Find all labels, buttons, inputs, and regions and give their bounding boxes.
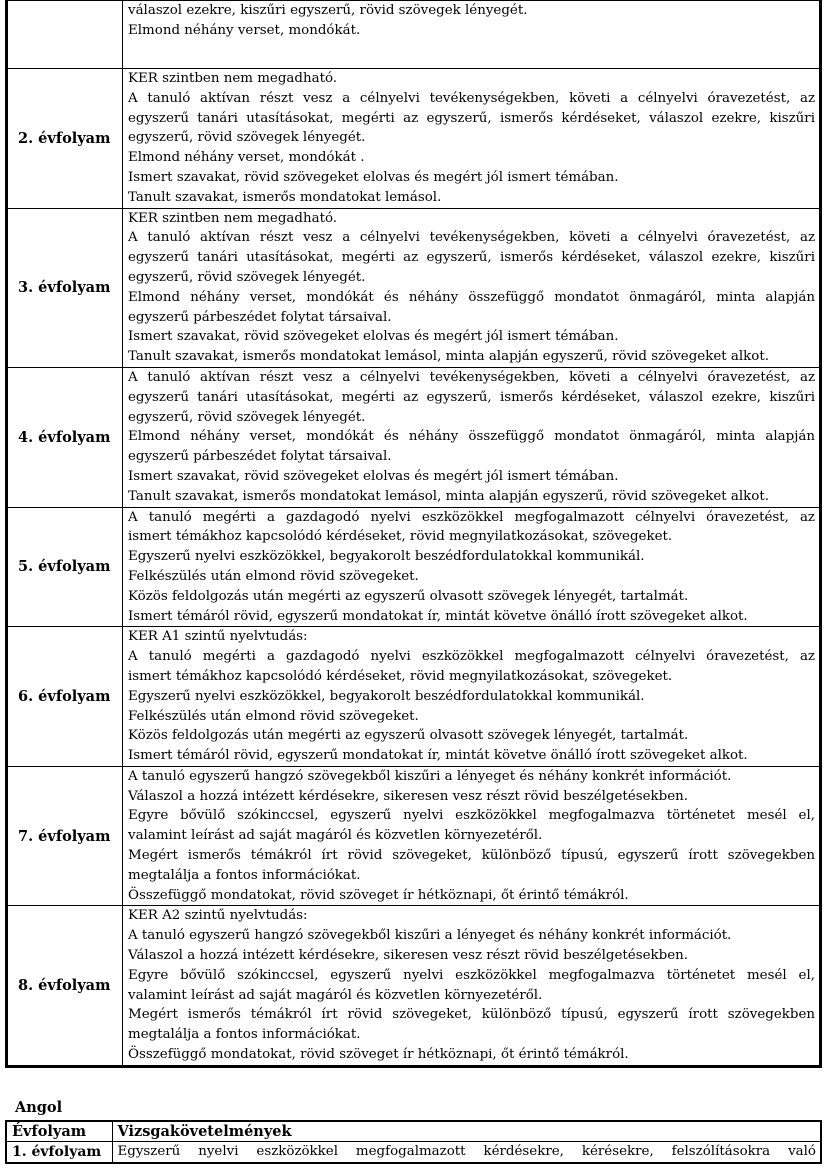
requirement-line: Összefüggő mondatokat, rövid szöveget ír hétköznapi, őt érintő témákról. (128, 1047, 629, 1063)
requirement-line: Ismert szavakat, rövid szövegeket elolvas és megért jól ismert témában. (128, 169, 619, 185)
year-cell: 8. évfolyam (7, 906, 123, 1066)
year-cell: 6. évfolyam (7, 627, 123, 767)
requirement-line: Egyszerű nyelvi eszközökkel megfogalmazott kérdésekre, kérésekre, felszólításokra való (117, 1144, 816, 1159)
table-row (7, 69, 821, 209)
requirement-line: A tanuló aktívan részt vesz a célnyelvi tevékenységekben, követi a célnyelvi óravezetést, az (128, 230, 815, 246)
requirement-line: Elmond néhány verset, mondókát. (128, 22, 361, 38)
requirement-line: Ismert szavakat, rövid szövegeket elolvas és megért jól ismert témában. (128, 468, 619, 484)
table-row (7, 906, 821, 1066)
requirement-line: Tanult szavakat, ismerős mondatokat lemásol. (128, 189, 442, 205)
requirement-line: KER A2 szintű nyelvtudás: (128, 908, 308, 924)
requirement-line: Megért ismerős témákról írt rövid szövegeket, különböző típusú, egyszerű írott szövegekben (128, 1007, 815, 1023)
requirement-line: egyszerű párbeszédet folytat társaival. (128, 449, 392, 465)
table-row (7, 507, 821, 627)
year-cell: 4. évfolyam (7, 367, 123, 507)
requirement-line: egyszerű tanári utasításokat, megérti az egyszerű, ismerős kérdéseket, válaszol ezekre, kiszűri (128, 110, 815, 126)
requirement-line: Egyre bővülő szókinccsel, egyszerű nyelvi eszközökkel megfogalmazva történetet mesél el, (128, 808, 815, 824)
table-row (7, 627, 821, 767)
requirement-line: Válaszol a hozzá intézett kérdésekre, sikeresen vesz részt rövid beszélgetésekben. (128, 948, 689, 964)
requirement-line: ismert témákhoz kapcsolódó kérdéseket, rövid megnyilatkozásokat, szövegeket. (128, 668, 673, 684)
year-cell: 3. évfolyam (7, 208, 123, 367)
column-header-year: Évfolyam (6, 1121, 112, 1142)
requirement-line: Elmond néhány verset, mondókát és néhány összefüggő mondatot önmagáról, minta alapján (128, 289, 815, 305)
requirement-line: egyszerű, rövid szövegek lényegét. (128, 269, 366, 285)
requirement-line: Összefüggő mondatokat, rövid szöveget ír hétköznapi, őt érintő témákról. (128, 887, 629, 903)
requirement-line: Megért ismerős témákról írt rövid szövegeket, különböző típusú, egyszerű írott szövegekben (128, 848, 815, 864)
requirement-line: KER szintben nem megadható. (128, 210, 338, 226)
requirements-cell (123, 627, 821, 767)
requirements-cell (123, 906, 821, 1066)
requirements-cell (123, 1, 821, 69)
requirement-line: megtalálja a fontos információkat. (128, 1027, 361, 1043)
requirement-line: válaszol ezekre, kiszűri egyszerű, rövid szövegek lényegét. (128, 3, 528, 18)
year-cell: 5. évfolyam (7, 507, 123, 627)
table-row (7, 208, 821, 367)
table-row (6, 1142, 821, 1163)
requirement-line: Válaszol a hozzá intézett kérdésekre, sikeresen vesz részt rövid beszélgetésekben. (128, 788, 689, 804)
requirement-line: A tanuló egyszerű hangzó szövegekből kiszűri a lényeget és néhány konkrét információt. (128, 928, 732, 944)
requirements-cell (123, 367, 821, 507)
requirements-table-continued (5, 0, 822, 1068)
requirement-line: egyszerű, rövid szövegek lényegét. (128, 409, 366, 425)
requirement-line: egyszerű tanári utasításokat, megérti az egyszerű, ismerős kérdéseket, válaszol ezekre, kiszűri (128, 250, 815, 266)
requirement-line: Egyszerű nyelvi eszközökkel, begyakorolt beszédfordulatokkal kommunikál. (128, 688, 645, 704)
year-cell (7, 1, 123, 69)
requirements-cell (123, 507, 821, 627)
requirement-line: KER A1 szintű nyelvtudás: (128, 629, 308, 645)
requirement-line: Felkészülés után elmond rövid szövegeket. (128, 708, 419, 724)
requirements-cell (123, 766, 821, 906)
column-header-requirements: Vizsgakövetelmények (112, 1121, 821, 1142)
requirement-line: Ismert szavakat, rövid szövegeket elolvas és megért jól ismert témában. (128, 329, 619, 345)
requirement-line: Tanult szavakat, ismerős mondatokat lemásol, minta alapján egyszerű, rövid szövegeket alkot. (128, 488, 769, 504)
requirement-line: Elmond néhány verset, mondókát . (128, 150, 365, 166)
requirement-line: Ismert témáról rövid, egyszerű mondatokat ír, mintát követve önálló írott szövegeket alkot. (128, 608, 748, 624)
requirement-line: Közös feldolgozás után megérti az egyszerű olvasott szövegek lényegét, tartalmát. (128, 728, 689, 744)
table-row (7, 766, 821, 906)
requirement-line: Elmond néhány verset, mondókát és néhány összefüggő mondatot önmagáról, minta alapján (128, 429, 815, 445)
requirement-line: Közös feldolgozás után megérti az egyszerű olvasott szövegek lényegét, tartalmát. (128, 588, 689, 604)
requirement-line: A tanuló aktívan részt vesz a célnyelvi tevékenységekben, követi a célnyelvi óravezetést, az (128, 90, 815, 106)
requirement-line: egyszerű, rövid szövegek lényegét. (128, 130, 366, 146)
requirement-line: KER szintben nem megadható. (128, 71, 338, 86)
requirement-line: ismert témákhoz kapcsolódó kérdéseket, rövid megnyilatkozásokat, szövegeket. (128, 529, 673, 545)
requirement-line: Felkészülés után elmond rövid szövegeket. (128, 568, 419, 584)
requirement-line: Egyszerű nyelvi eszközökkel, begyakorolt beszédfordulatokkal kommunikál. (128, 549, 645, 565)
requirement-line: egyszerű tanári utasításokat, megérti az egyszerű, ismerős kérdéseket, válaszol ezekre, kiszűri (128, 389, 815, 405)
requirement-line: valamint leírást ad saját magáról és közvetlen környezetéről. (128, 987, 543, 1003)
requirement-line: Ismert témáról rövid, egyszerű mondatokat ír, mintát követve önálló írott szövegeket alkot. (128, 748, 748, 764)
year-cell: 2. évfolyam (7, 69, 123, 209)
requirement-line: A tanuló aktívan részt vesz a célnyelvi tevékenységekben, követi a célnyelvi óravezetést, az (128, 369, 815, 385)
table-header-row (6, 1121, 821, 1142)
requirements-cell (123, 208, 821, 367)
requirement-line: A tanuló egyszerű hangzó szövegekből kiszűri a lényeget és néhány konkrét információt. (128, 768, 732, 784)
requirement-line: valamint leírást ad saját magáról és közvetlen környezetéről. (128, 828, 543, 844)
english-requirements-table (5, 1120, 822, 1164)
requirement-line: Tanult szavakat, ismerős mondatokat lemásol, minta alapján egyszerű, rövid szövegeket alkot. (128, 349, 769, 365)
requirement-line: Egyre bővülő szókinccsel, egyszerű nyelvi eszközökkel megfogalmazva történetet mesél el, (128, 967, 815, 983)
year-cell: 7. évfolyam (7, 766, 123, 906)
requirement-line: egyszerű párbeszédet folytat társaival. (128, 309, 392, 325)
section-title: Angol (15, 1099, 63, 1116)
requirement-line: megtalálja a fontos információkat. (128, 867, 361, 883)
requirement-line: A tanuló megérti a gazdagodó nyelvi eszközökkel megfogalmazott célnyelvi óravezetést, az (128, 509, 815, 525)
requirements-cell (123, 69, 821, 209)
table-row (7, 1, 821, 69)
year-cell: 1. évfolyam (6, 1142, 112, 1163)
requirement-line: A tanuló megérti a gazdagodó nyelvi eszközökkel megfogalmazott célnyelvi óravezetést, az (128, 649, 815, 665)
requirements-cell (112, 1142, 821, 1163)
table-row (7, 367, 821, 507)
